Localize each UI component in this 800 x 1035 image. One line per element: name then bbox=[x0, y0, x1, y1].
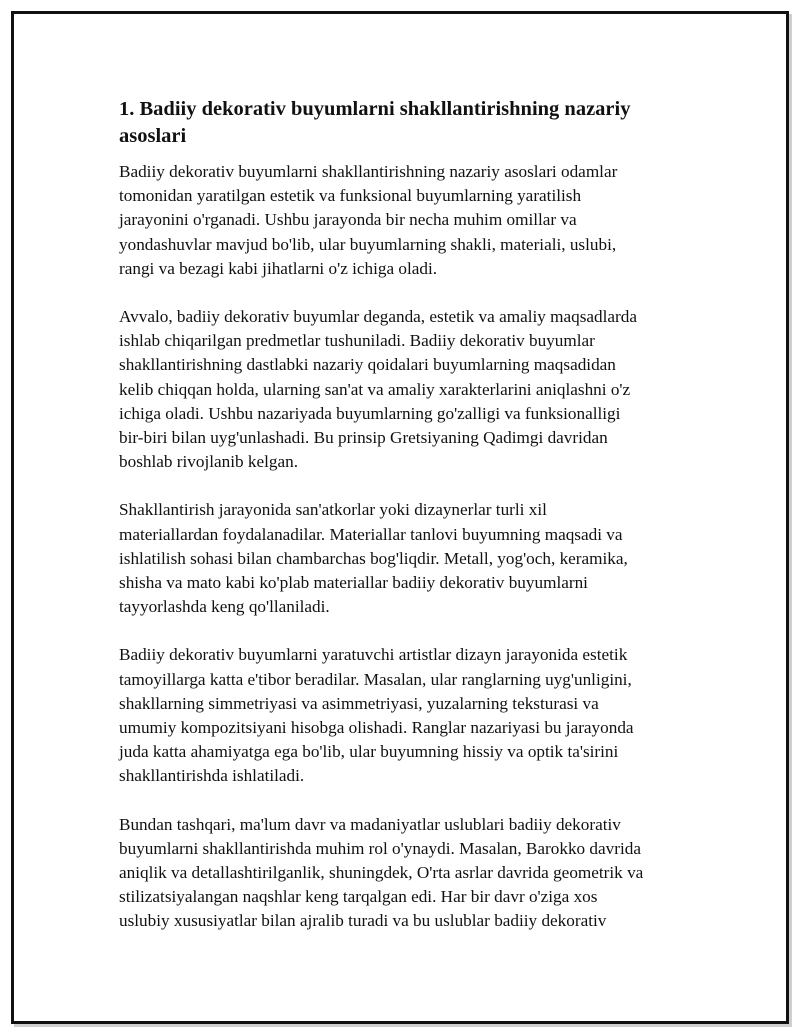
text-line: ishlab chiqarilgan predmetlar tushuniladi. Badiiy dekorativ buyumlar bbox=[119, 331, 595, 351]
text-line: boshlab rivojlanib kelgan. bbox=[119, 452, 299, 472]
text-line: Bundan tashqari, ma'lum davr va madaniyatlar uslublari badiiy dekorativ bbox=[119, 814, 621, 834]
text-line: shakllantirishning dastlabki nazariy qoidalari buyumlarning maqsadidan bbox=[119, 355, 616, 375]
text-line: Badiiy dekorativ buyumlarni shakllantirishning nazariy asoslari odamlar bbox=[119, 162, 618, 181]
text-line: buyumlarni shakllantirishda muhim rol o'ynaydi. Masalan, Barokko davrida bbox=[119, 838, 641, 858]
text-line: kelib chiqqan holda, ularning san'at va amaliy xarakterlarini aniqlashni o'z bbox=[119, 379, 631, 399]
text-line: jarayonini o'rganadi. Ushbu jarayonda bir necha muhim omillar va bbox=[119, 210, 577, 230]
heading-line: asoslari bbox=[119, 125, 187, 147]
text-line: aniqlik va detallashtirilganlik, shuningdek, O'rta asrlar davrida geometrik va bbox=[119, 863, 644, 883]
text-line: bir-biri bilan uyg'unlashadi. Bu prinsip Gretsiyaning Qadimgi davridan bbox=[119, 428, 608, 448]
text-line: shakllarning simmetriyasi va asimmetriyasi, yuzalarning teksturasi va bbox=[119, 693, 599, 713]
text-line: stilizatsiyalangan naqshlar keng tarqalgan edi. Har bir davr o'ziga xos bbox=[119, 887, 598, 907]
text-line: ichiga oladi. Ushbu nazariyada buyumlarning go'zalligi va funksionalligi bbox=[119, 403, 621, 423]
text-line: Avvalo, badiiy dekorativ buyumlar deganda, estetik va amaliy maqsadlarda bbox=[119, 307, 637, 327]
paragraph-5 bbox=[119, 813, 699, 934]
paragraph-4 bbox=[119, 643, 699, 788]
text-line: ishlatilish sohasi bilan chambarchas bog'liqdir. Metall, yog'och, keramika, bbox=[119, 548, 628, 568]
text-line: tomonidan yaratilgan estetik va funksional buyumlarning yaratilish bbox=[119, 186, 582, 206]
text-line: materiallardan foydalanadilar. Materiallar tanlovi buyumning maqsadi va bbox=[119, 524, 623, 544]
text-line: juda katta ahamiyatga ega bo'lib, ular buyumning hissiy va optik ta'sirini bbox=[119, 742, 619, 762]
document-body bbox=[119, 96, 699, 958]
document-page bbox=[11, 11, 789, 1024]
text-line: shisha va mato kabi ko'plab materiallar badiiy dekorativ buyumlarni bbox=[119, 573, 588, 593]
heading-line: 1. Badiiy dekorativ buyumlarni shakllantirishning nazariy bbox=[119, 98, 631, 120]
text-line: tamoyillarga katta e'tibor beradilar. Masalan, ular ranglarning uyg'unligini, bbox=[119, 669, 632, 689]
text-line: Badiiy dekorativ buyumlarni yaratuvchi artistlar dizayn jarayonida estetik bbox=[119, 645, 628, 665]
text-line: shakllantirishda ishlatiladi. bbox=[119, 766, 305, 786]
text-line: yondashuvlar mavjud bo'lib, ular buyumlarning shakli, materiali, uslubi, bbox=[119, 234, 617, 254]
text-line: Shakllantirish jarayonida san'atkorlar yoki dizaynerlar turli xil bbox=[119, 500, 547, 520]
paragraph-1 bbox=[119, 160, 699, 281]
paragraph-3 bbox=[119, 498, 699, 619]
text-line: uslubiy xususiyatlar bilan ajralib turadi va bu uslublar badiiy dekorativ bbox=[119, 911, 607, 931]
text-line: rangi va bezagi kabi jihatlarni o'z ichiga oladi. bbox=[119, 258, 438, 278]
section-heading bbox=[119, 96, 699, 150]
text-line: tayyorlashda keng qo'llaniladi. bbox=[119, 597, 330, 617]
text-line: umumiy kompozitsiyani hisobga olishadi. Ranglar nazariyasi bu jarayonda bbox=[119, 718, 634, 738]
paragraph-2 bbox=[119, 305, 699, 474]
